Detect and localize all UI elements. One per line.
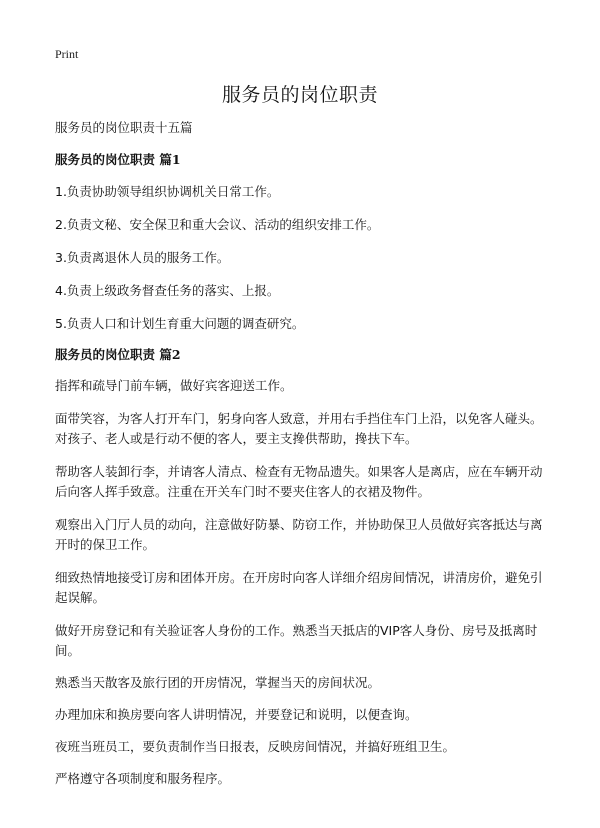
paragraph: 观察出入门厅人员的动向，注意做好防暴、防窃工作，并协助保卫人员做好宾客抵达与离开时的保卫工作。	[55, 517, 543, 552]
paragraph: 夜班当班员工，要负责制作当日报表，反映房间情况，并搞好班组卫生。	[55, 739, 456, 754]
paragraph: 5.负责人口和计划生育重大问题的调查研究。	[55, 316, 305, 331]
section-heading: 服务员的岗位职责 篇1	[55, 152, 181, 167]
section-heading: 服务员的岗位职责 篇2	[55, 347, 181, 362]
paragraph: 面带笑容，为客人打开车门，躬身向客人致意，并用右手挡住车门上沿，以免客人碰头。对孩子、老人或是行动不便的客人，要主支搀供帮助，搀扶下车。	[55, 411, 543, 446]
paragraph: 4.负责上级政务督查任务的落实、上报。	[55, 283, 280, 298]
print-link[interactable]: Print	[55, 47, 79, 61]
paragraph: 熟悉当天散客及旅行团的开房情况，掌握当天的房间状况。	[55, 675, 381, 690]
paragraph: 2.负责文秘、安全保卫和重大会议、活动的组织安排工作。	[55, 217, 380, 232]
paragraph: 严格遵守各项制度和服务程序。	[55, 771, 231, 786]
paragraph: 指挥和疏导门前车辆，做好宾客迎送工作。	[55, 378, 293, 393]
document-subtitle: 服务员的岗位职责十五篇	[55, 120, 193, 135]
paragraph: 帮助客人装卸行李，并请客人清点、检查有无物品遗失。如果客人是离店，应在车辆开动后向客人挥手致意。注重在开关车门时不要夹住客人的衣裙及物件。	[55, 464, 543, 499]
paragraph: 做好开房登记和有关验证客人身份的工作。熟悉当天抵店的VIP客人身份、房号及抵离时间。	[55, 623, 538, 658]
document-body	[55, 118, 550, 789]
paragraph: 3.负责离退休人员的服务工作。	[55, 250, 230, 265]
paragraph: 1.负责协助领导组织协调机关日常工作。	[55, 184, 280, 199]
paragraph: 细致热情地接受订房和团体开房。在开房时向客人详细介绍房间情况，讲清房价，避免引起误解。	[55, 570, 543, 605]
page-title: 服务员的岗位职责	[221, 84, 378, 106]
paragraph: 办理加床和换房要向客人讲明情况，并要登记和说明，以便查询。	[55, 707, 418, 722]
